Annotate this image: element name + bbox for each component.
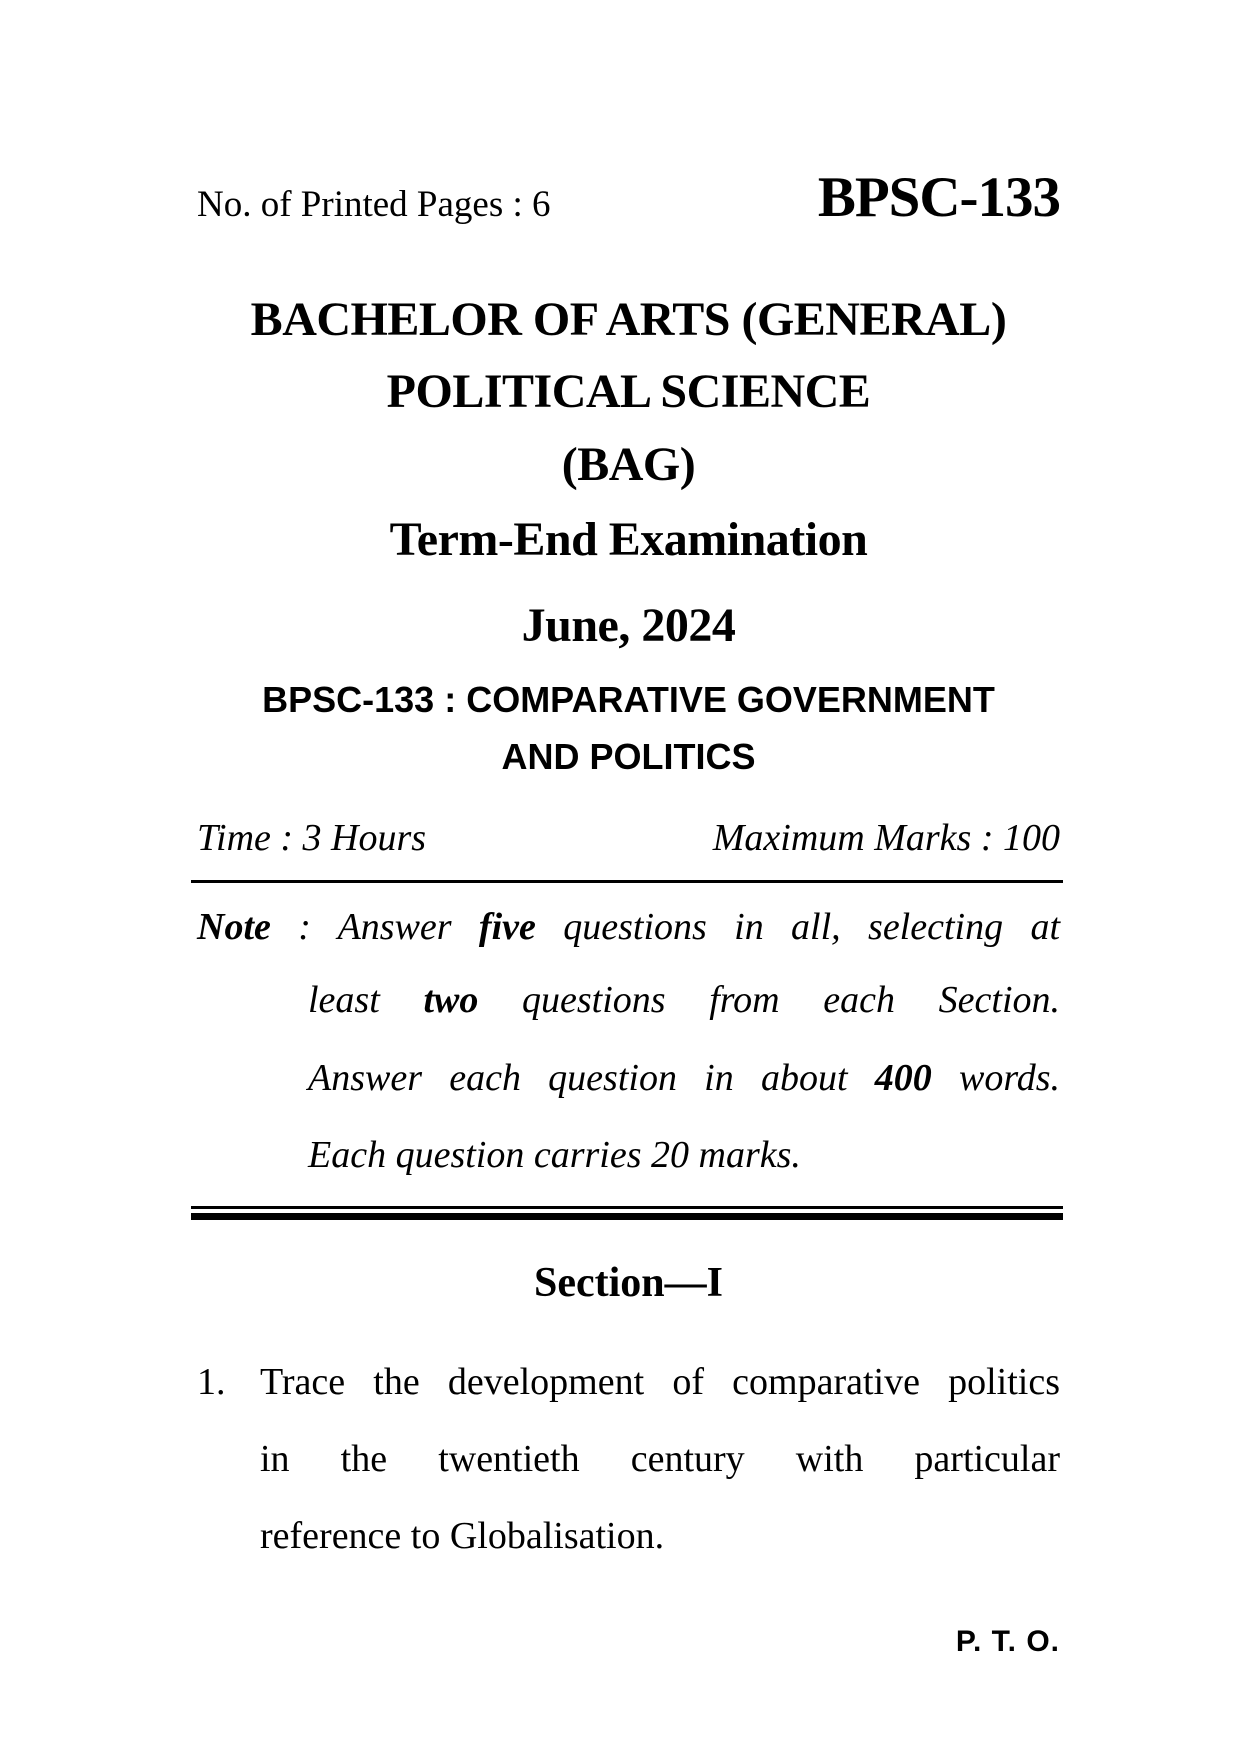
note-line-2 <box>308 976 1060 1024</box>
note-label: Note <box>197 906 271 948</box>
page-header <box>197 168 1060 229</box>
question-1-line-1: Trace the development of comparative politics <box>260 1361 1060 1403</box>
exam-session: June, 2024 <box>521 599 736 652</box>
note-text-bold: 400 <box>874 1057 932 1099</box>
note-line-3 <box>308 1054 1060 1102</box>
note-text: questions from each Section. <box>522 979 1061 1021</box>
pto-footer: P. T. O. <box>955 1625 1060 1658</box>
note-text: Answer each question in about <box>308 1057 848 1099</box>
note-text-bold: five <box>478 906 536 948</box>
note-text: least <box>308 979 380 1021</box>
question-1-line-2: in the twentieth century with particular <box>260 1438 1060 1480</box>
maximum-marks: Maximum Marks : 100 <box>712 817 1060 859</box>
course-name-line1: BPSC-133 : COMPARATIVE GOVERNMENT <box>262 679 995 720</box>
course-name-line2: AND POLITICS <box>501 736 756 777</box>
question-1-line-3: reference to Globalisation. <box>260 1515 665 1557</box>
page-content <box>197 0 1060 1754</box>
programme-title: (BAG) <box>561 438 696 491</box>
note-text: Answer <box>337 906 452 948</box>
note-text: words. <box>959 1057 1061 1099</box>
exam-title: Term-End Examination <box>389 513 868 566</box>
question-1-number: 1. <box>197 1361 226 1403</box>
section-1-heading: Section—I <box>534 1260 723 1306</box>
subject-title: POLITICAL SCIENCE <box>386 365 871 418</box>
printed-pages-label: No. of Printed Pages : 6 <box>197 184 551 225</box>
exam-meta-row <box>197 814 1060 862</box>
rule-thick-line <box>191 1213 1063 1220</box>
note-text: questions in all, selecting at <box>563 906 1060 948</box>
note-text-bold: two <box>423 979 479 1021</box>
double-horizontal-rule <box>191 1206 1063 1220</box>
note-line-4: Each question carries 20 marks. <box>308 1134 801 1176</box>
note-line-1 <box>197 903 1060 951</box>
degree-title: BACHELOR OF ARTS (GENERAL) <box>250 293 1007 346</box>
course-code-header: BPSC-133 <box>817 166 1060 229</box>
note-colon: : <box>298 906 311 948</box>
time-allowed: Time : 3 Hours <box>197 817 427 859</box>
horizontal-rule <box>191 880 1063 883</box>
